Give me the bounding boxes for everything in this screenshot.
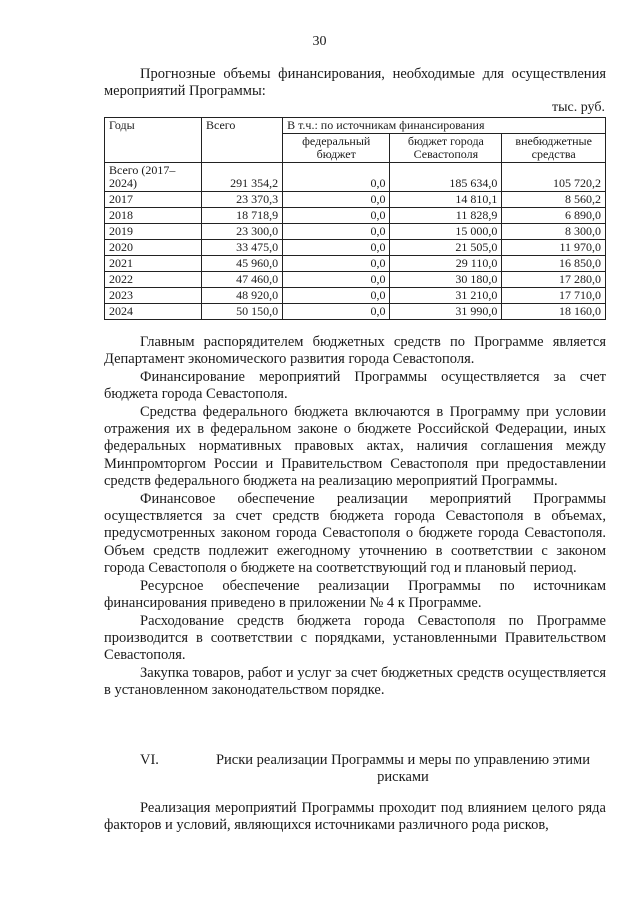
table-row (105, 272, 606, 288)
cell-year: 2024 (105, 304, 202, 320)
cell-city: 31 210,0 (390, 288, 502, 304)
cell-total: 33 475,0 (201, 240, 282, 256)
table-row (105, 304, 606, 320)
cell-city: 15 000,0 (390, 224, 502, 240)
cell-offbudget: 17 280,0 (502, 272, 606, 288)
cell-total: 48 920,0 (201, 288, 282, 304)
cell-total: 50 150,0 (201, 304, 282, 320)
header-total: Всего (201, 118, 282, 163)
header-city: бюджет города Севастополя (390, 134, 502, 163)
paragraph: Главным распорядителем бюджетных средств по Программе является Департамент экономического развития города Севастополя. (104, 334, 606, 368)
section-number: VI. (140, 752, 159, 768)
cell-year: 2023 (105, 288, 202, 304)
paragraph: Финансирование мероприятий Программы осуществляется за счет бюджета города Севастополя. (104, 368, 606, 403)
units-label: тыс. руб. (552, 100, 605, 115)
page-number: 30 (312, 34, 327, 49)
closing-paragraph: Реализация мероприятий Программы проходит под влиянием целого ряда факторов и условий, являющихся источниками различного рода рисков, (104, 800, 606, 834)
cell-federal: 0,0 (283, 192, 390, 208)
cell-federal: 0,0 (283, 272, 390, 288)
table-row (105, 163, 606, 192)
cell-total: 23 370,3 (201, 192, 282, 208)
cell-total: 291 354,2 (201, 163, 282, 192)
paragraph: Расходование средств бюджета города Севастополя по Программе производится в соответствии с порядками, установленными Правительством Севастополя. (104, 612, 606, 664)
cell-offbudget: 11 970,0 (502, 240, 606, 256)
cell-total: 45 960,0 (201, 256, 282, 272)
cell-year: 2022 (105, 272, 202, 288)
cell-offbudget: 17 710,0 (502, 288, 606, 304)
cell-federal: 0,0 (283, 208, 390, 224)
cell-federal: 0,0 (283, 256, 390, 272)
cell-federal: 0,0 (283, 240, 390, 256)
cell-city: 185 634,0 (390, 163, 502, 192)
table-row (105, 208, 606, 224)
cell-city: 29 110,0 (390, 256, 502, 272)
cell-federal: 0,0 (283, 288, 390, 304)
table-row (105, 256, 606, 272)
cell-federal: 0,0 (283, 224, 390, 240)
cell-offbudget: 18 160,0 (502, 304, 606, 320)
cell-total: 18 718,9 (201, 208, 282, 224)
paragraph: Финансовое обеспечение реализации мероприятий Программы осуществляется за счет средств бюджета города Севастополя в объемах, предусмотренных законом города Севастополя о бюджете города Севастополя. Объем средств подлежит ежегодному уточнению в соответствии с законом города Севастополя о бюджете на соответствующий год и плановый период. (104, 490, 606, 577)
table-row (105, 192, 606, 208)
cell-year: 2017 (105, 192, 202, 208)
cell-offbudget: 6 890,0 (502, 208, 606, 224)
cell-federal: 0,0 (283, 304, 390, 320)
cell-year: 2019 (105, 224, 202, 240)
cell-offbudget: 8 300,0 (502, 224, 606, 240)
table-row (105, 224, 606, 240)
paragraph: Средства федерального бюджета включаются в Программу при условии отражения их в федеральном законе о бюджете Российской Федерации, иных федеральных нормативных правовых актах, наличия соглашения между Минпромторгом России и Правительством Севастополя при предоставлении средств федерального бюджета на реализацию мероприятий Программы. (104, 403, 606, 490)
cell-city: 14 810,1 (390, 192, 502, 208)
cell-city: 31 990,0 (390, 304, 502, 320)
cell-year: 2018 (105, 208, 202, 224)
section-title: Риски реализации Программы и меры по управлению этими рисками (215, 752, 590, 786)
cell-total: 47 460,0 (201, 272, 282, 288)
table-row (105, 240, 606, 256)
cell-city: 21 505,0 (390, 240, 502, 256)
cell-offbudget: 16 850,0 (502, 256, 606, 272)
header-sources-group: В т.ч.: по источникам финансирования (283, 118, 606, 134)
cell-federal: 0,0 (283, 163, 390, 192)
body-text (104, 334, 606, 700)
header-years: Годы (105, 118, 202, 163)
cell-year: 2020 (105, 240, 202, 256)
intro-paragraph: Прогнозные объемы финансирования, необходимые для осуществления мероприятий Программы: (104, 66, 606, 99)
cell-year: 2021 (105, 256, 202, 272)
cell-offbudget: 105 720,2 (502, 163, 606, 192)
header-offbudget: внебюджетные средства (502, 134, 606, 163)
table-row (105, 288, 606, 304)
paragraph: Закупка товаров, работ и услуг за счет бюджетных средств осуществляется в установленном законодательством порядке. (104, 664, 606, 699)
cell-offbudget: 8 560,2 (502, 192, 606, 208)
header-federal: федеральный бюджет (283, 134, 390, 163)
paragraph: Ресурсное обеспечение реализации Программы по источникам финансирования приведено в приложении № 4 к Программе. (104, 577, 606, 612)
section-heading (104, 752, 606, 787)
cell-city: 11 828,9 (390, 208, 502, 224)
cell-year: Всего (2017–2024) (105, 163, 202, 192)
financing-table (104, 117, 606, 320)
cell-total: 23 300,0 (201, 224, 282, 240)
cell-city: 30 180,0 (390, 272, 502, 288)
